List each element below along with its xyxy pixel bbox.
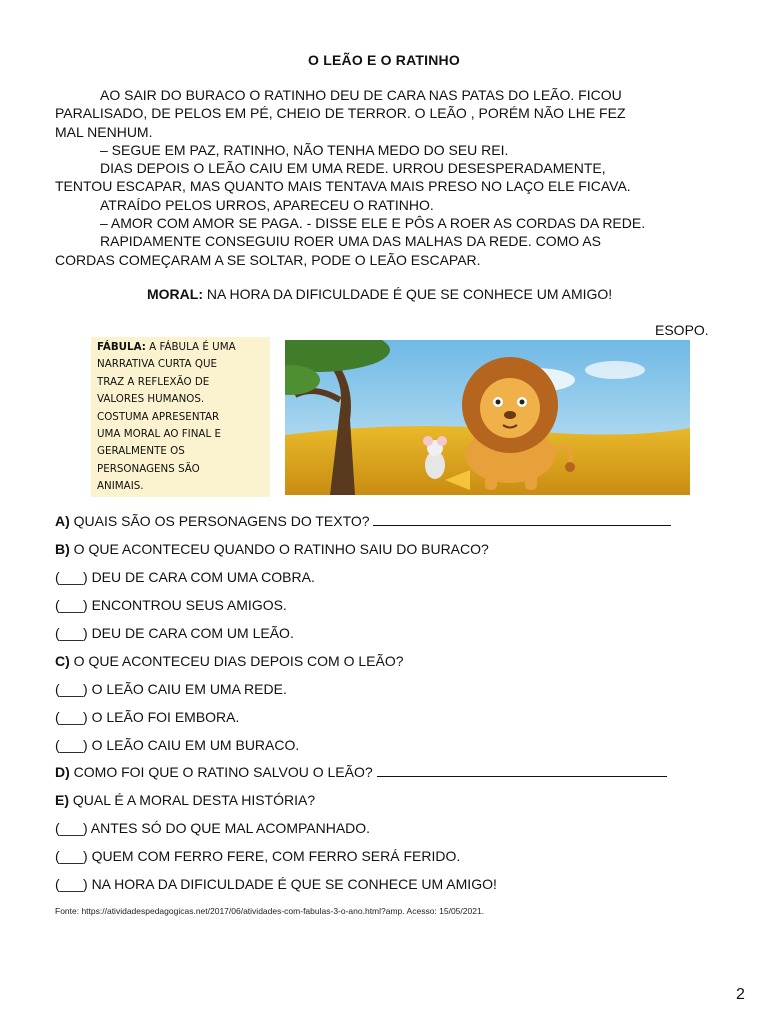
story-text — [55, 86, 725, 269]
option[interactable]: (___) O LEÃO CAIU EM UMA REDE. — [55, 681, 287, 697]
question-a — [55, 513, 671, 529]
question-b — [55, 541, 489, 557]
story-line: PARALISADO, DE PELOS EM PÉ, CHEIO DE TERROR. O LEÃO , PORÉM NÃO LHE FEZ — [55, 105, 626, 122]
story-line: RAPIDAMENTE CONSEGUIU ROER UMA DAS MALHAS DA REDE. COMO AS — [100, 233, 601, 250]
fabula-label: FÁBULA: — [97, 341, 146, 353]
option[interactable]: (___) QUEM COM FERRO FERE, COM FERRO SERÁ FERIDO. — [55, 848, 461, 864]
question-text: QUAL É A MORAL DESTA HISTÓRIA? — [69, 792, 316, 808]
option[interactable]: (___) ANTES SÓ DO QUE MAL ACOMPANHADO. — [55, 820, 371, 836]
moral-label: MORAL: — [147, 286, 203, 302]
page-title: O LEÃO E O RATINHO — [308, 52, 460, 68]
fabula-line: UMA MORAL AO FINAL E — [97, 428, 221, 441]
question-label: D) — [55, 764, 70, 780]
question-c — [55, 653, 404, 669]
question-text: QUAIS SÃO OS PERSONAGENS DO TEXTO? — [69, 513, 370, 529]
question-label: C) — [55, 653, 70, 669]
answer-line[interactable] — [377, 764, 667, 777]
moral-line — [147, 286, 612, 302]
story-line: DIAS DEPOIS O LEÃO CAIU EM UMA REDE. URROU DESESPERADAMENTE, — [100, 160, 606, 177]
question-text: O QUE ACONTECEU QUANDO O RATINHO SAIU DO BURACO? — [69, 541, 489, 557]
fabula-line: ANIMAIS. — [97, 480, 144, 493]
story-line: CORDAS COMEÇARAM A SE SOLTAR, PODE O LEÃO ESCAPAR. — [55, 251, 481, 268]
option[interactable]: (___) DEU DE CARA COM UMA COBRA. — [55, 569, 315, 585]
fabula-definition-box — [91, 337, 270, 497]
page-number: 2 — [736, 986, 745, 1003]
question-label: B) — [55, 541, 70, 557]
question-text: O QUE ACONTECEU DIAS DEPOIS COM O LEÃO? — [69, 653, 404, 669]
story-line: – AMOR COM AMOR SE PAGA. - DISSE ELE E PÔS A ROER AS CORDAS DA REDE. — [100, 215, 646, 232]
story-line: MAL NENHUM. — [55, 123, 153, 140]
story-line: – SEGUE EM PAZ, RATINHO, NÃO TENHA MEDO DO SEU REI. — [100, 141, 509, 158]
option[interactable]: (___) DEU DE CARA COM UM LEÃO. — [55, 625, 294, 641]
story-line: AO SAIR DO BURACO O RATINHO DEU DE CARA NAS PATAS DO LEÃO. FICOU — [100, 87, 622, 103]
fabula-line: TRAZ A REFLEXÃO DE — [97, 375, 210, 388]
fabula-line: PERSONAGENS SÃO — [97, 462, 200, 475]
source-citation: Fonte: https://atividadespedagogicas.net/2017/06/atividades-com-fabulas-3-o-ano.html?amp. Acesso: 15/05/2021. — [55, 906, 485, 916]
moral-text: NA HORA DA DIFICULDADE É QUE SE CONHECE UM AMIGO! — [203, 286, 613, 302]
fabula-line: GERALMENTE OS — [97, 445, 185, 458]
option[interactable]: (___) ENCONTROU SEUS AMIGOS. — [55, 597, 287, 613]
question-label: E) — [55, 792, 69, 808]
story-line: ATRAÍDO PELOS URROS, APARECEU O RATINHO. — [100, 196, 434, 213]
question-label: A) — [55, 513, 70, 529]
option[interactable]: (___) NA HORA DA DIFICULDADE É QUE SE CONHECE UM AMIGO! — [55, 876, 497, 892]
question-text: COMO FOI QUE O RATINO SALVOU O LEÃO? — [69, 764, 373, 780]
fabula-line: A FÁBULA É UMA — [145, 341, 236, 353]
fabula-line: VALORES HUMANOS. — [97, 393, 205, 406]
author: ESOPO. — [655, 322, 709, 338]
lion-mouse-illustration — [285, 340, 690, 495]
fabula-line: NARRATIVA CURTA QUE — [97, 358, 217, 371]
option[interactable]: (___) O LEÃO CAIU EM UM BURACO. — [55, 737, 300, 753]
answer-line[interactable] — [373, 513, 671, 526]
fabula-line: COSTUMA APRESENTAR — [97, 410, 220, 423]
question-e — [55, 792, 315, 808]
option[interactable]: (___) O LEÃO FOI EMBORA. — [55, 709, 240, 725]
story-line: TENTOU ESCAPAR, MAS QUANTO MAIS TENTAVA MAIS PRESO NO LAÇO ELE FICAVA. — [55, 178, 631, 195]
question-d — [55, 764, 667, 780]
